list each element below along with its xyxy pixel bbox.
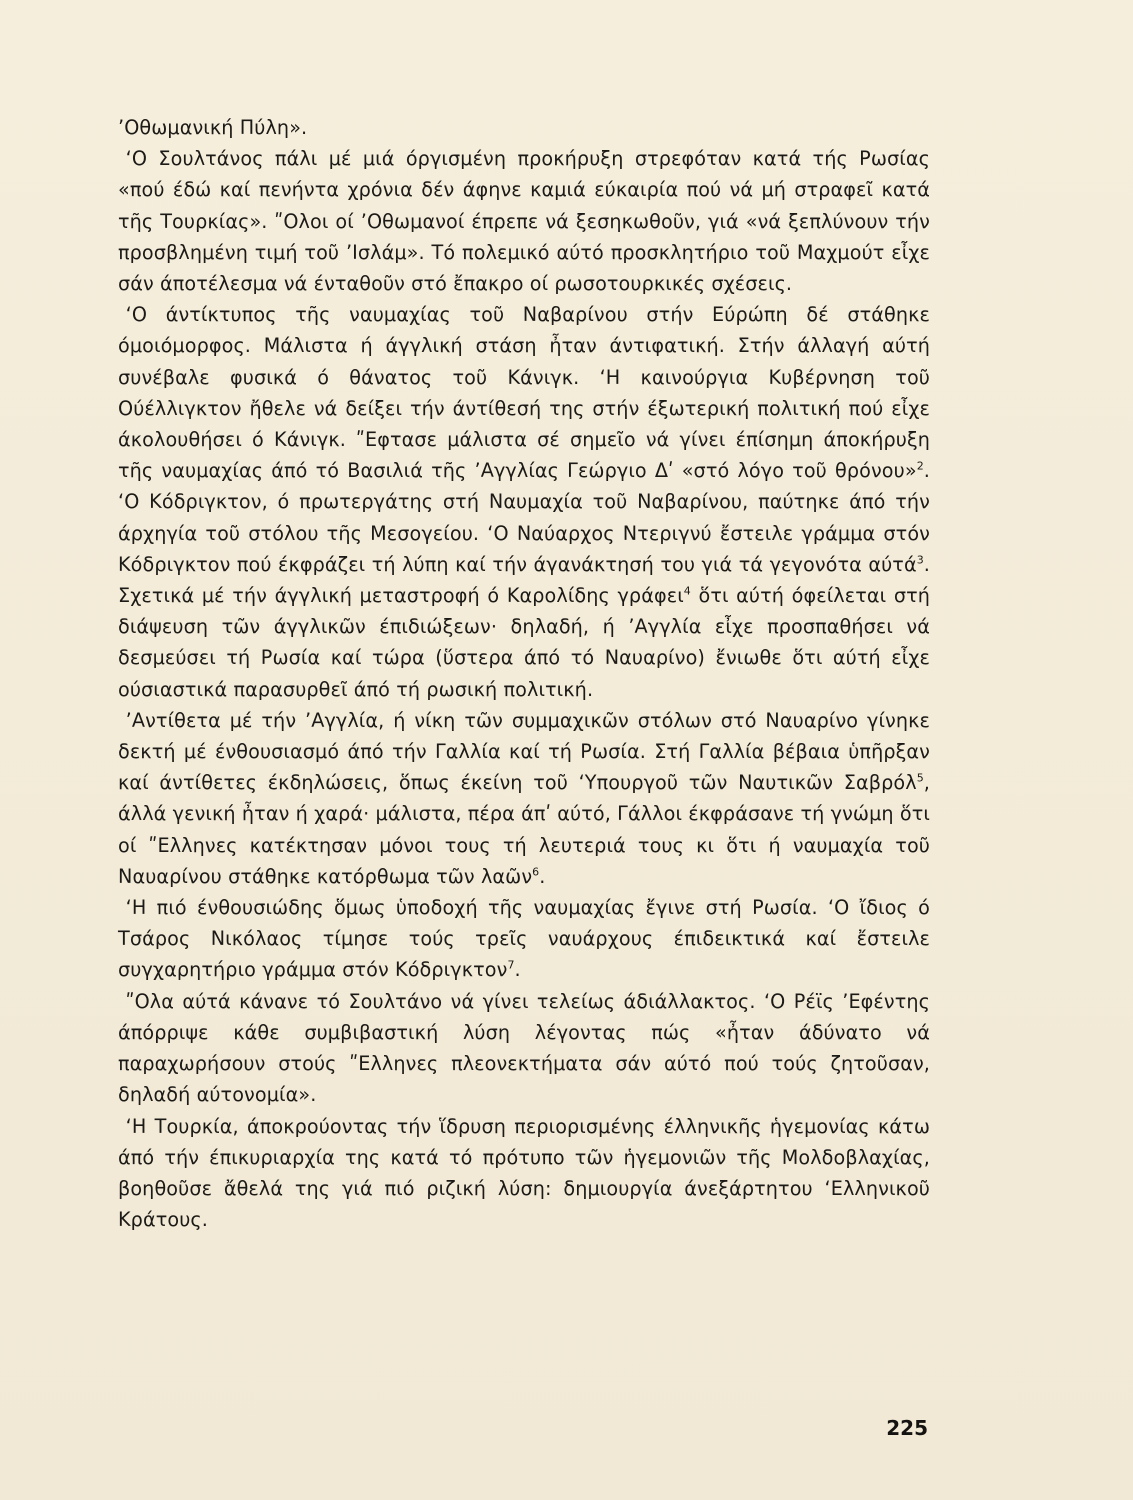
paragraph-2: ‘Ο Σουλτάνος πάλι μέ μιά όργισμένη προκήρυξη στρεφόταν κατά τής Ρωσίας «πού έδώ καί πενήντα χρόνια δέν άφηνε καμιά εύκαιρία πού νά μή στραφεῖ κατά τῆς Τουρκίας». ʺΟλοι οί ’Οθωμανοί έπρεπε νά ξεσηκωθοῦν, γιά «νά ξεπλύνουν τήν προσβλημένη τιμή τοῦ ’Ισλάμ». Τό πολεμικό αύτό προσκλητήριο τοῦ Μαχμούτ εἶχε σάν άποτέλεσμα νά ένταθοῦν στό ἔπακρο οί ρωσοτουρκικές σχέσεις. xyxy=(118,147,930,296)
footnote-ref-5: 5 xyxy=(916,771,924,785)
paragraph-4: ’Αντίθετα μέ τήν ’Αγγλία, ή νίκη τῶν συμμαχικῶν στόλων στό Ναυαρίνο γίνηκε δεκτή μέ ένθουσιασμό άπό τήν Γαλλία καί τή Ρωσία. Στή Γαλλία βέβαια ὑπῆρξαν καί άντίθετες έκδηλώσεις, ὅπως έκείνη τοῦ ‘Υπουργοῦ τῶν Ναυτικῶν Σαβρόλ$^5$, άλλά γενική ἦταν ή χαρά· μάλιστα, πέρα άπʹ αύτό, Γάλλοι έκφράσανε τή γνώμη ὅτι οί ʺΕλληνες κατέκτησαν μόνοι τους τή λευτεριά τους κι ὅτι ή ναυμαχία τοῦ Ναυαρίνου στάθηκε κατόρθωμα τῶν λαῶν$^6$. xyxy=(118,708,930,888)
paragraph-3: ‘Ο άντίκτυπος τῆς ναυμαχίας τοῦ Ναβαρίνου στήν Εύρώπη δέ στάθηκε όμοιόμορφος. Μάλιστα ή άγγλική στάση ἦταν άντιφατική. Στήν άλλαγή αύτή συνέβαλε φυσικά ό θάνατος τοῦ Κάνιγκ. ‘Η καινούργια Κυβέρνηση τοῦ Ούέλλιγκτον ἤθελε νά δείξει τήν άντίθεσή της στήν έξωτερική πολιτική πού εἶχε άκολουθήσει ό Κάνιγκ. ʺΕφτασε μάλιστα σέ σημεῖο νά γίνει έπίσημη άποκήρυξη τῆς ναυμαχίας άπό τό Βασιλιά τῆς ’Αγγλίας Γεώργιο Δʹ «στό λόγο τοῦ θρόνου»$^2$. ‘Ο Κόδριγκτον, ό πρωτεργάτης στή Ναυμαχία τοῦ Ναβαρίνου, παύτηκε άπό τήν άρχηγία τοῦ στόλου τῆς Μεσογείου. ‘Ο Ναύαρχος Ντεριγνύ ἔστειλε γράμμα στόν Κόδριγκτον πού έκφράζει τή λύπη καί τήν άγανάκτησή του γιά τά γεγονότα αύτά$^3$. Σχετικά μέ τήν άγγλική μεταστροφή ό Καρολίδης γράφει$^4$ ὅτι αύτή όφείλεται στή διάψευση τῶν άγγλικῶν έπιδιώξεων· δηλαδή, ή ’Αγγλία εἶχε προσπαθήσει νά δεσμεύσει τή Ρωσία καί τώρα (ὕστερα άπό τό Ναυαρίνο) ἔνιωθε ὅτι αύτή εἶχε ούσιαστικά παρασυρθεῖ άπό τή ρωσική πολιτική. xyxy=(118,303,930,701)
paragraph-5: ‘Η πιό ένθουσιώδης ὅμως ὑποδοχή τῆς ναυμαχίας ἔγινε στή Ρωσία. ‘Ο ἴδιος ό Τσάρος Νικόλαος τίμησε τούς τρεῖς ναυάρχους έπιδεικτικά καί ἔστειλε συγχαρητήριο γράμμα στόν Κόδριγκτον$^7$. xyxy=(118,896,930,982)
paragraph-6: ʺΟλα αύτά κάνανε τό Σουλτάνο νά γίνει τελείως άδιάλλακτος. ‘Ο Ρέϊς ’Εφέντης άπόρριψε κάθε συμβιβαστική λύση λέγοντας πώς «ἦταν άδύνατο νά παραχωρήσουν στούς ʺΕλληνες πλεονεκτήματα σάν αύτό πού τούς ζητοῦσαν, δηλαδή αύτονομία». xyxy=(118,989,930,1107)
paragraph-1: ’Οθωμανική Πύλη». xyxy=(118,116,308,139)
footnote-ref-7: 7 xyxy=(507,959,515,973)
body-text xyxy=(118,112,930,1235)
footnote-ref-2: 2 xyxy=(916,459,924,473)
footnote-ref-6: 6 xyxy=(532,865,540,879)
page-number: 225 xyxy=(886,1416,928,1440)
paragraph-7: ‘Η Τουρκία, άποκρούοντας τήν ἵδρυση περιορισμένης έλληνικῆς ἡγεμονίας κάτω άπό τήν έπικυριαρχία της κατά τό πρότυπο τῶν ἡγεμονιῶν τῆς Μολδοβλαχίας, βοηθοῦσε ἄθελά της γιά πιό ριζική λύση: δημιουργία άνεξάρτητου ‘Ελληνικοῦ Κράτους. xyxy=(118,1114,930,1232)
footnote-ref-4: 4 xyxy=(683,584,691,598)
footnote-ref-3: 3 xyxy=(916,553,924,567)
